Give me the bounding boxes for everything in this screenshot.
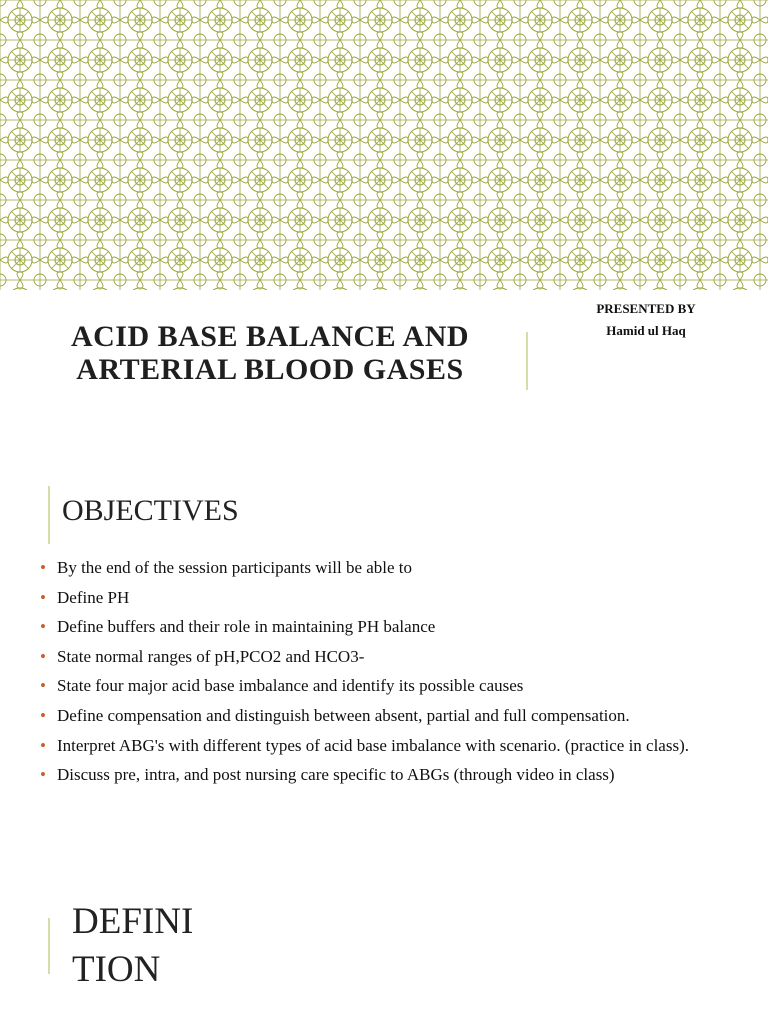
list-item-text: State four major acid base imbalance and identify its possible causes (57, 676, 524, 696)
title-divider (526, 332, 528, 390)
list-item-text: State normal ranges of pH,PCO2 and HCO3- (57, 646, 365, 666)
bullet-icon: • (40, 617, 46, 637)
list-item-text: Define PH (57, 587, 130, 607)
slide-title (40, 320, 500, 386)
presented-by-label: PRESENTED BY (596, 301, 696, 316)
presenter-name: Hamid ul Haq (606, 323, 686, 338)
list-item (40, 736, 730, 756)
list-item-text: Define compensation and distinguish between absent, partial and full compensation. (57, 705, 630, 725)
decorative-pattern-banner (0, 0, 768, 290)
list-item-text: By the end of the session participants will be able to (57, 558, 413, 577)
list-item (40, 647, 730, 667)
list-item (40, 558, 730, 578)
bullet-icon: • (40, 735, 46, 755)
list-item (40, 706, 730, 726)
list-item (40, 676, 730, 696)
title-line-1: ACID BASE BALANCE AND (70, 320, 470, 353)
objectives-list (40, 558, 730, 795)
definition-line-2: TION (72, 949, 161, 990)
bullet-icon: • (40, 587, 46, 607)
objectives-heading: OBJECTIVES (62, 494, 239, 527)
bullet-icon: • (40, 558, 46, 577)
bullet-icon: • (40, 646, 46, 666)
list-item (40, 765, 730, 785)
list-item-text: Interpret ABG's with different types of acid base imbalance with scenario. (practice in class). (57, 735, 689, 755)
list-item-text: Discuss pre, intra, and post nursing care specific to ABGs (through video in class) (57, 765, 615, 785)
objectives-accent-bar (48, 486, 50, 544)
bullet-icon: • (40, 765, 46, 785)
definition-line-1: DEFINI (72, 901, 194, 942)
bullet-icon: • (40, 705, 46, 725)
definition-accent-bar (48, 918, 50, 974)
definition-heading (72, 898, 193, 994)
title-line-2: ARTERIAL BLOOD GASES (76, 353, 464, 386)
bullet-icon: • (40, 676, 46, 696)
presenter-block (560, 298, 732, 342)
list-item (40, 588, 730, 608)
list-item-text: Define buffers and their role in maintaining PH balance (57, 617, 436, 637)
list-item (40, 617, 730, 637)
